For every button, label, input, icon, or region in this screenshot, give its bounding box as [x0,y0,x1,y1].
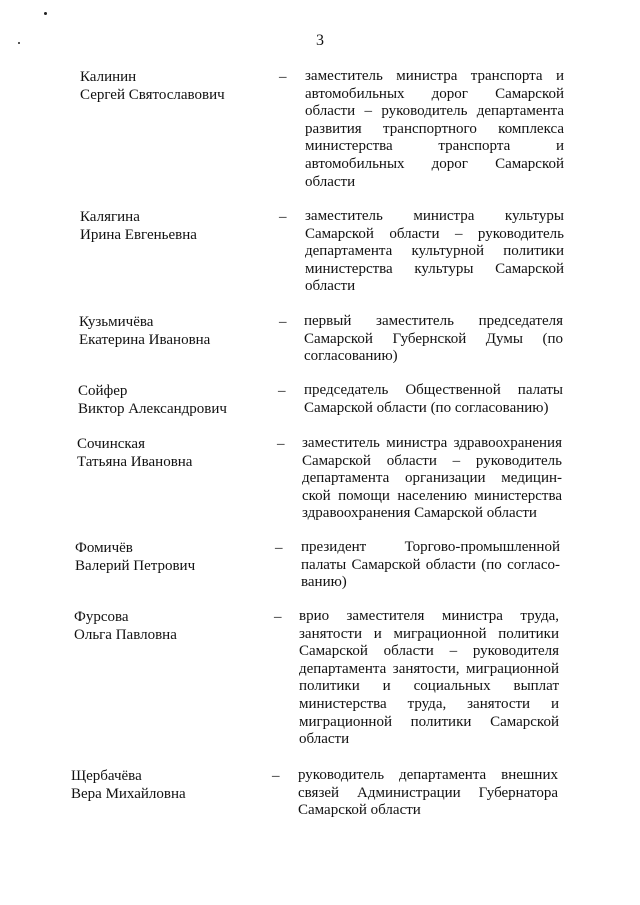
member-given-names: Виктор Александрович [78,401,227,417]
member-name [77,435,277,471]
member-position: председатель Общественной палаты Самарской области (по согласованию) [304,382,563,416]
member-dash: – [279,209,287,225]
member-surname: Калинин [80,69,137,85]
member-position: первый заместитель председателя Самарской Губернской Думы (по согласованию) [304,313,563,365]
member-position: президент Торгово-промышленной палаты Самарской области (по согласо-ванию) [301,539,560,591]
member-given-names: Татьяна Ивановна [77,454,193,470]
member-dash: – [279,69,287,85]
scan-speck [44,12,47,15]
member-surname: Фомичёв [75,540,133,556]
member-given-names: Екатерина Ивановна [79,332,211,348]
member-dash: – [277,436,285,452]
member-position: руководитель департамента внешних связей Администрации Губернатора Самарской области [298,767,558,819]
member-dash: – [279,314,287,330]
member-surname: Фурсова [74,609,129,625]
member-name [74,608,274,644]
member-name [75,539,275,575]
member-name [79,313,279,349]
member-surname: Щербачёва [71,768,142,784]
member-dash: – [275,540,283,556]
member-given-names: Вера Михайловна [71,786,186,802]
member-surname: Кузьмичёва [79,314,154,330]
member-position: заместитель министра культуры Самарской области – руководитель департамента культурной политики министерства культуры Самарской области [305,208,564,295]
member-name [78,382,278,418]
member-surname: Калягина [80,209,140,225]
member-position: заместитель министра здравоохранения Самарской области – руководитель департамента организации медицин-ской помощи населению министерства здравоохранения Самарской области [302,435,562,522]
member-given-names: Сергей Святославович [80,87,225,103]
member-surname: Сойфер [78,383,128,399]
member-dash: – [274,609,282,625]
member-name [80,208,280,244]
member-dash: – [272,768,280,784]
member-name [80,68,280,104]
member-dash: – [278,383,286,399]
page-number: 3 [316,32,324,49]
member-position: врио заместителя министра труда, занятости и миграционной политики Самарской области – руководителя департамента занятости, миграционной политики и социальных выплат министерства труда, занятости и миграционной политики Самарской области [299,608,559,748]
member-position: заместитель министра транспорта и автомобильных дорог Самарской области – руководитель департамента развития транспортного комплекса министерства транспорта и автомобильных дорог Самарской области [305,68,564,190]
member-surname: Сочинская [77,436,145,452]
member-given-names: Ирина Евгеньевна [80,227,197,243]
member-name [71,767,271,803]
member-given-names: Ольга Павловна [74,627,177,643]
member-given-names: Валерий Петрович [75,558,196,574]
